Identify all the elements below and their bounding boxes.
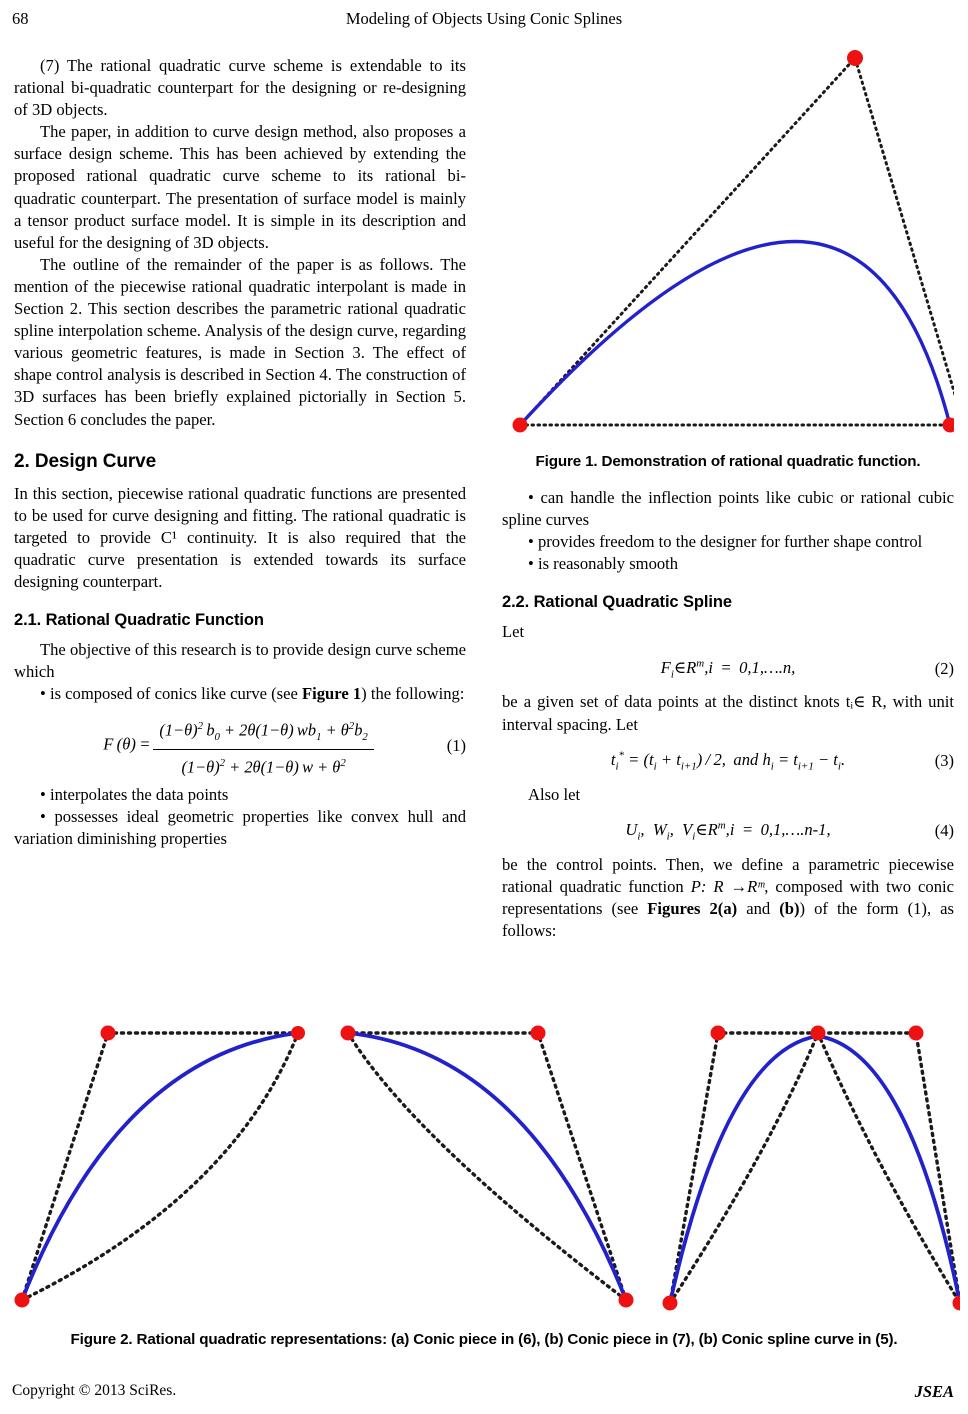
control-point-c0 [663, 1296, 678, 1311]
equation-4-number: (4) [934, 821, 954, 841]
control-point-b0 [513, 418, 528, 433]
control-point-b1 [847, 50, 863, 66]
figure-2a-svg [8, 1000, 318, 1325]
control-points-text-b: , composed with two conic representations (see [502, 876, 954, 918]
conic-curve-b [348, 1033, 626, 1300]
control-polygon-b [348, 1033, 626, 1300]
control-polygon-upper [520, 58, 954, 425]
chord-guide-c-left [670, 1033, 818, 1303]
equation-3-number: (3) [934, 751, 954, 771]
equation-1-lhs: F (θ) = [103, 734, 151, 754]
page-footer [0, 1382, 968, 1406]
paragraph-surface-design: The paper, in addition to curve design method, also proposes a surface design scheme. This has been achieved by extending the proposed rational quadratic curve scheme to its rational bi-quadratic counterpart. The presentation of surface model is mainly a tensor product surface model. It is simple in its description and useful for the designing of 3D objects. [14, 122, 466, 252]
paragraph-objective: The objective of this research is to provide design curve scheme which [14, 640, 466, 682]
figure-2b-panel [330, 1000, 640, 1330]
figure-2a-reference: Figures 2(a) [647, 898, 738, 918]
equation-4 [502, 815, 954, 848]
control-polygon-c [670, 1033, 960, 1303]
copyright-notice: Copyright © 2013 SciRes. [12, 1382, 177, 1399]
control-point-b0-fig2 [341, 1026, 356, 1041]
equation-2-body: $F_i\in R^m,i$ = 0,1,….n, [660, 657, 796, 681]
equation-3-wrapper [502, 745, 954, 778]
equation-1-numerator: $(1-\theta)^2$ $b_0 + 2\theta(1-\theta) wb_1 + \theta^2b_2$ [153, 715, 373, 750]
equation-1-number: (1) [446, 736, 466, 755]
control-point-a0 [15, 1293, 30, 1308]
paragraph-item-7: (7) The rational quadratic curve scheme is extendable to its rational bi-quadratic counterpart for the designing or re-designing of 3D objects. [14, 56, 466, 120]
heading-rational-quadratic-function: 2.1. Rational Quadratic Function [14, 611, 264, 630]
rational-quadratic-curve [520, 242, 950, 426]
bullet-designer-freedom: • provides freedom to the designer for further shape control [528, 532, 923, 552]
page-number: 68 [12, 9, 29, 28]
heading-design-curve: 2. Design Curve [14, 450, 157, 472]
equation-4-body: $U_i$, $W_i$, $V_i\in R^m,i$ = 0,1,….n-1, [625, 819, 831, 843]
bullet-conics-text-pre: • is composed of conics like curve (see [40, 684, 303, 704]
equation-2-wrapper [502, 652, 954, 685]
running-head [0, 8, 968, 32]
journal-abbreviation: JSEA [914, 1382, 954, 1401]
control-point-b2 [943, 418, 955, 433]
figure-2a-panel [8, 1000, 318, 1330]
control-point-c2 [811, 1026, 826, 1041]
control-point-c4 [953, 1296, 961, 1311]
conic-spline-curve-c [670, 1036, 960, 1303]
equation-4-wrapper [502, 815, 954, 848]
control-point-c3 [909, 1026, 924, 1041]
equation-1-denominator: $(1-\theta)^2 + 2\theta(1-\theta) w + \theta^2$ [181, 757, 346, 777]
bullet-inflection-points: • can handle the inflection points like cubic or rational cubic spline curves [502, 488, 954, 530]
bullet-conics-text-post: ) the following: [361, 684, 465, 704]
equation-2 [502, 652, 954, 685]
figure-1-svg [502, 40, 954, 440]
bullet-conics-like-curve [14, 683, 466, 705]
equation-1 [14, 714, 466, 777]
control-polygon-a [22, 1033, 298, 1300]
running-title: Modeling of Objects Using Conic Splines [345, 9, 623, 28]
bullet-reasonably-smooth: • is reasonably smooth [528, 554, 679, 574]
control-points-text-d: ) of the form (1), as follows: [502, 898, 954, 940]
figure-1-graphic [502, 40, 954, 440]
equation-2-number: (2) [934, 658, 954, 678]
heading-rational-quadratic-spline: 2.2. Rational Quadratic Spline [502, 593, 732, 612]
also-let-label: Also let [528, 784, 581, 804]
paragraph-control-points [502, 854, 954, 942]
equation-3 [502, 745, 954, 778]
left-column [14, 55, 466, 850]
paragraph-outline: The outline of the remainder of the paper is as follows. The mention of the piecewise rational quadratic interpolant is made in Section 2. This section describes the parametric rational quadratic spline interpolation scheme. Analysis of the design curve, regarding various geometric features, is made in Section 3. The effect of shape control analysis is described in Section 4. The construction of 3D surfaces has been briefly explained pictorially in Section 5. Section 6 concludes the paper. [14, 254, 466, 429]
control-point-a2 [291, 1026, 305, 1040]
chord-guide-b [348, 1033, 626, 1300]
equation-3-body: $t_i^* = (t_i + t_{i+1}) / 2$, and $h_i = t_{i+1} - t_i$. [610, 749, 846, 773]
control-points-text-c: and [737, 898, 780, 918]
figure-2b-reference: (b) [779, 898, 800, 918]
bullet-interpolates: • interpolates the data points [40, 784, 229, 804]
bullet-convex-hull: • possesses ideal geometric properties like convex hull and variation diminishing properties [14, 806, 466, 848]
control-points-text-a: be the control points. Then, we define a parametric piecewise rational quadratic function [502, 854, 954, 896]
figure-2c-panel [650, 1000, 960, 1330]
figure-2c-svg [650, 1000, 960, 1325]
figure-2-graphic [0, 1000, 968, 1325]
right-column [502, 487, 954, 942]
control-point-b1-fig2 [531, 1026, 546, 1041]
control-point-b2-fig2 [619, 1293, 634, 1308]
figure-2-caption: Figure 2. Rational quadratic representations: (a) Conic piece in (6), (b) Conic piece in (7), (b) Conic spline curve in (5). [70, 1331, 898, 1348]
figure-1-caption: Figure 1. Demonstration of rational quadratic function. [535, 453, 921, 470]
paragraph-distinct-knots: be a given set of data points at the distinct knots tᵢ∈ R, with unit interval spacing. Let [502, 692, 954, 734]
control-point-c1 [711, 1026, 726, 1041]
figure-1-reference: Figure 1 [302, 684, 362, 704]
figure-2b-svg [330, 1000, 640, 1325]
equation-1-wrapper [14, 714, 466, 777]
equation-1-fraction [153, 715, 373, 778]
function-mapping-notation: P: R →Rᵐ [690, 876, 765, 896]
paragraph-section-2-intro: In this section, piecewise rational quadratic functions are presented to be used for curve designing and fitting. The rational quadratic is targeted to provide C¹ continuity. It is also required that the quadratic curve presentation is extended towards its surface designing counterpart. [14, 483, 466, 591]
control-point-a1 [101, 1026, 116, 1041]
let-label-1: Let [502, 622, 525, 642]
